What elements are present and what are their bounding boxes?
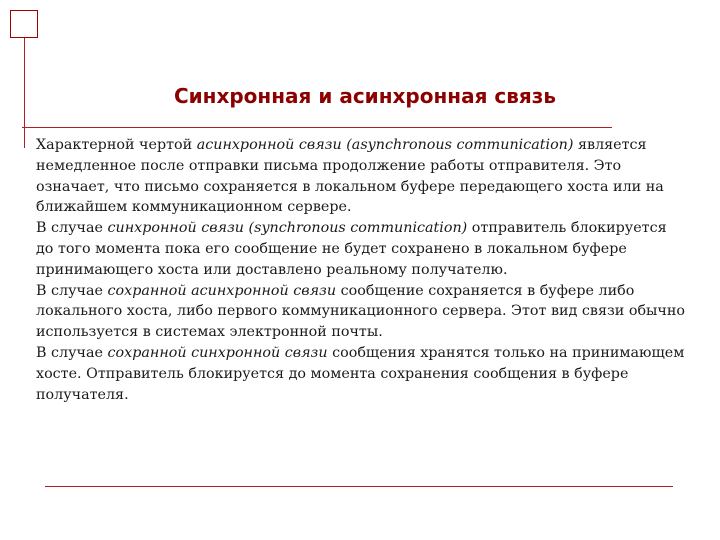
corner-square-decoration (10, 10, 38, 38)
paragraph-text: В случае (36, 220, 108, 237)
paragraph-text: Характерной чертой (36, 137, 197, 153)
paragraph-persistent-asynchronous (36, 281, 686, 343)
paragraph-synchronous (36, 218, 686, 280)
paragraph-text: В случае (36, 344, 108, 361)
paragraph-term: сохранной синхронной связи (107, 344, 328, 361)
title-underline (22, 127, 612, 128)
paragraph-term: синхронной связи (synchronous communication) (107, 220, 468, 237)
paragraph-asynchronous (36, 135, 686, 218)
paragraph-persistent-synchronous (36, 343, 686, 405)
paragraph-text: является немедленное после отправки письма продолжение работы отправителя. Это означает, что письмо сохраняется в локальном буфере передающего хоста или на ближайшем коммуникационном сервере. (36, 137, 664, 216)
paragraph-text: В случае (36, 282, 108, 299)
slide-body (36, 135, 686, 405)
paragraph-text: сообщение сохраняется в буфере либо локального хоста, либо первого коммуникационного сервера. Этот вид связи обычно используется в системах электронной почты. (36, 282, 686, 341)
paragraph-text: отправитель блокируется до того момента пока его сообщение не будет сохранено в локальном буфере принимающего хоста или доставлено реальному получателю. (36, 220, 667, 278)
paragraph-term: асинхронной связи (asynchronous communication) (196, 137, 574, 153)
paragraph-term: сохранной асинхронной связи (107, 282, 337, 299)
slide-title: Синхронная и асинхронная связь (173, 84, 557, 108)
bottom-divider (45, 486, 673, 487)
paragraph-text: сообщения хранятся только на принимающем хосте. Отправитель блокируется до момента сохранения сообщения в буфере получателя. (36, 344, 685, 403)
